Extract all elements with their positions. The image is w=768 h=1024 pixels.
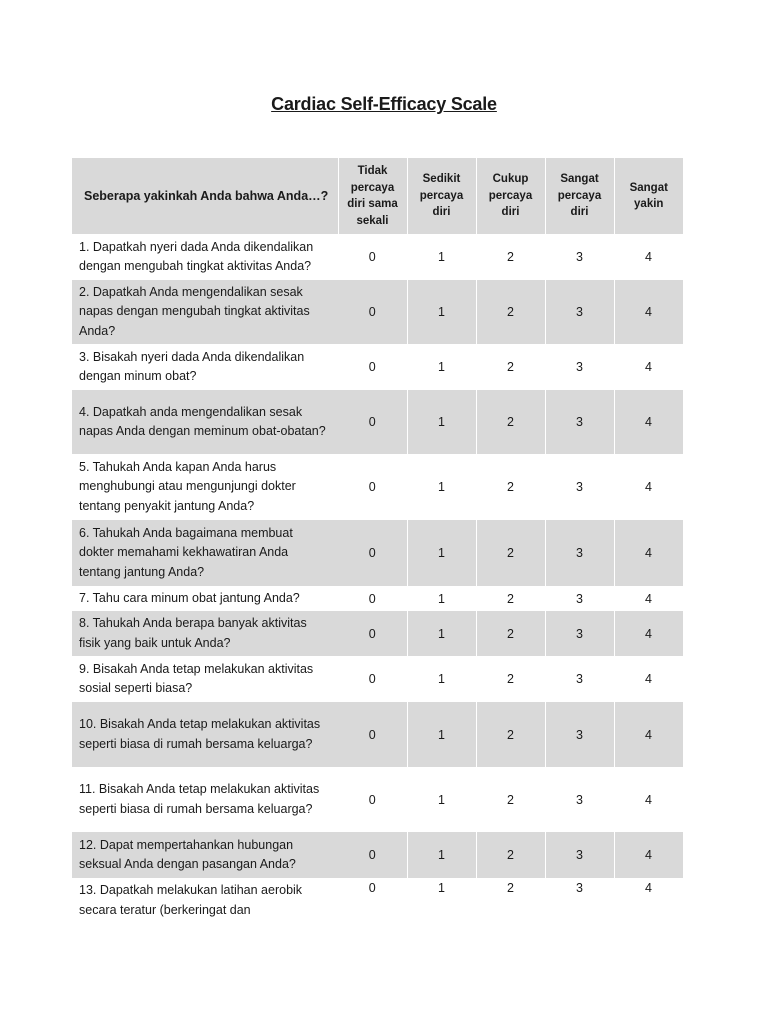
score-option[interactable]: 0 <box>338 586 407 611</box>
score-option[interactable]: 2 <box>476 702 545 767</box>
score-option[interactable]: 0 <box>338 767 407 832</box>
option-header-line: Cukup <box>492 173 529 186</box>
score-option[interactable]: 1 <box>407 832 476 878</box>
score-option[interactable]: 0 <box>338 702 407 767</box>
score-option[interactable]: 4 <box>614 390 683 454</box>
score-option[interactable]: 4 <box>614 520 683 586</box>
question-text: 5. Tahukah Anda kapan Anda harus menghubungi atau mengunjungi dokter tentang penyakit jantung Anda? <box>79 459 296 513</box>
score-option[interactable]: 0 <box>338 520 407 586</box>
score-option[interactable]: 3 <box>545 702 614 767</box>
score-option[interactable]: 2 <box>476 878 545 924</box>
option-header-very-sure <box>614 158 683 234</box>
score-option[interactable]: 3 <box>545 390 614 454</box>
score-option[interactable]: 2 <box>476 611 545 656</box>
question-text: 9. Bisakah Anda tetap melakukan aktivitas sosial seperti biasa? <box>79 661 314 695</box>
option-header-line: sekali <box>356 214 389 227</box>
score-option[interactable]: 1 <box>407 878 476 924</box>
score-option[interactable]: 0 <box>338 454 407 520</box>
score-option[interactable]: 4 <box>614 280 683 344</box>
score-option[interactable]: 4 <box>614 344 683 390</box>
question-text: 6. Tahukah Anda bagaimana membuat dokter memahami kekhawatiran Anda tentang jantung Anda? <box>72 520 338 586</box>
score-option[interactable]: 3 <box>545 832 614 878</box>
option-header-slightly-confident <box>407 158 476 234</box>
score-option[interactable]: 1 <box>407 280 476 344</box>
score-option[interactable]: 4 <box>614 702 683 767</box>
score-option[interactable]: 1 <box>407 611 476 656</box>
score-option[interactable]: 4 <box>614 611 683 656</box>
score-option[interactable]: 3 <box>545 454 614 520</box>
question-text: 12. Dapat mempertahankan hubungan seksual Anda dengan pasangan Anda? <box>72 832 338 878</box>
score-option[interactable]: 1 <box>407 454 476 520</box>
table-row <box>72 234 683 280</box>
option-header-line: diri <box>501 206 520 219</box>
score-option[interactable]: 1 <box>407 520 476 586</box>
table-row <box>72 767 683 832</box>
table-row <box>72 344 683 390</box>
table-body <box>72 234 683 924</box>
score-option[interactable]: 0 <box>338 878 407 924</box>
table-row <box>72 390 683 454</box>
option-header-line: diri sama <box>347 198 398 210</box>
table-header-row <box>72 158 683 234</box>
table-row <box>72 520 683 586</box>
score-option[interactable]: 2 <box>476 586 545 611</box>
score-option[interactable]: 2 <box>476 832 545 878</box>
score-option[interactable]: 3 <box>545 611 614 656</box>
score-option[interactable]: 2 <box>476 344 545 390</box>
score-option[interactable]: 0 <box>338 234 407 280</box>
score-option[interactable]: 3 <box>545 344 614 390</box>
score-option[interactable]: 0 <box>338 832 407 878</box>
option-header-line: diri <box>432 206 451 219</box>
score-option[interactable]: 4 <box>614 454 683 520</box>
score-option[interactable]: 2 <box>476 454 545 520</box>
score-option[interactable]: 4 <box>614 878 683 924</box>
table-row <box>72 878 683 924</box>
option-header-line: percaya <box>488 189 533 202</box>
option-header-line: Sedikit <box>422 173 461 186</box>
score-option[interactable]: 0 <box>338 344 407 390</box>
question-column-header: Seberapa yakinkah Anda bahwa Anda…? <box>72 158 338 234</box>
score-option[interactable]: 3 <box>545 234 614 280</box>
score-option[interactable]: 2 <box>476 656 545 702</box>
option-header-line: yakin <box>634 198 664 210</box>
score-option[interactable]: 3 <box>545 767 614 832</box>
document-title: Cardiac Self-Efficacy Scale <box>271 94 497 114</box>
score-option[interactable]: 2 <box>476 520 545 586</box>
score-option[interactable]: 3 <box>545 280 614 344</box>
table-row <box>72 702 683 767</box>
option-header-line: Sangat <box>560 173 599 186</box>
question-text: 8. Tahukah Anda berapa banyak aktivitas fisik yang baik untuk Anda? <box>72 611 338 656</box>
score-option[interactable]: 0 <box>338 611 407 656</box>
score-option[interactable]: 1 <box>407 344 476 390</box>
score-option[interactable]: 1 <box>407 767 476 832</box>
table-row <box>72 656 683 702</box>
question-text: 4. Dapatkah anda mengendalikan sesak napas Anda dengan meminum obat-obatan? <box>72 390 338 454</box>
score-option[interactable]: 1 <box>407 702 476 767</box>
question-text: 1. Dapatkah nyeri dada Anda dikendalikan dengan mengubah tingkat aktivitas Anda? <box>79 239 314 273</box>
score-option[interactable]: 4 <box>614 234 683 280</box>
question-text: 10. Bisakah Anda tetap melakukan aktivitas seperti biasa di rumah bersama keluarga? <box>72 702 338 767</box>
score-option[interactable]: 1 <box>407 234 476 280</box>
score-option[interactable]: 0 <box>338 280 407 344</box>
question-text: 3. Bisakah nyeri dada Anda dikendalikan dengan minum obat? <box>79 349 305 383</box>
score-option[interactable]: 1 <box>407 656 476 702</box>
score-option[interactable]: 0 <box>338 390 407 454</box>
table-row <box>72 586 683 611</box>
option-header-fairly-confident <box>476 158 545 234</box>
table-row <box>72 832 683 878</box>
score-option[interactable]: 1 <box>407 586 476 611</box>
score-option[interactable]: 4 <box>614 586 683 611</box>
table-row <box>72 611 683 656</box>
option-header-line: percaya <box>557 189 602 202</box>
score-option[interactable]: 2 <box>476 234 545 280</box>
option-header-line: Tidak <box>357 165 388 177</box>
score-option[interactable]: 4 <box>614 767 683 832</box>
score-option[interactable]: 3 <box>545 656 614 702</box>
option-header-line: percaya <box>419 189 464 202</box>
option-header-line: Sangat <box>629 181 668 194</box>
question-text: 7. Tahu cara minum obat jantung Anda? <box>79 590 300 605</box>
score-option[interactable]: 0 <box>338 656 407 702</box>
question-text: 11. Bisakah Anda tetap melakukan aktivitas seperti biasa di rumah bersama keluarga? <box>79 782 320 816</box>
option-header-not-confident <box>338 158 407 234</box>
score-option[interactable]: 3 <box>545 520 614 586</box>
option-header-line: percaya <box>350 181 395 194</box>
score-option[interactable]: 2 <box>476 390 545 454</box>
score-option[interactable]: 1 <box>407 390 476 454</box>
score-option[interactable]: 2 <box>476 767 545 832</box>
question-text: 13. Dapatkah melakukan latihan aerobik secara teratur (berkeringat dan <box>79 883 303 917</box>
option-header-line: diri <box>570 206 589 219</box>
score-option[interactable]: 4 <box>614 832 683 878</box>
score-option[interactable]: 2 <box>476 280 545 344</box>
option-header-very-confident <box>545 158 614 234</box>
table-row <box>72 280 683 344</box>
self-efficacy-table <box>72 158 684 924</box>
score-option[interactable]: 3 <box>545 586 614 611</box>
score-option[interactable]: 4 <box>614 656 683 702</box>
table-row <box>72 454 683 520</box>
score-option[interactable]: 3 <box>545 878 614 924</box>
question-text: 2. Dapatkah Anda mengendalikan sesak napas dengan mengubah tingkat aktivitas Anda? <box>72 280 338 344</box>
